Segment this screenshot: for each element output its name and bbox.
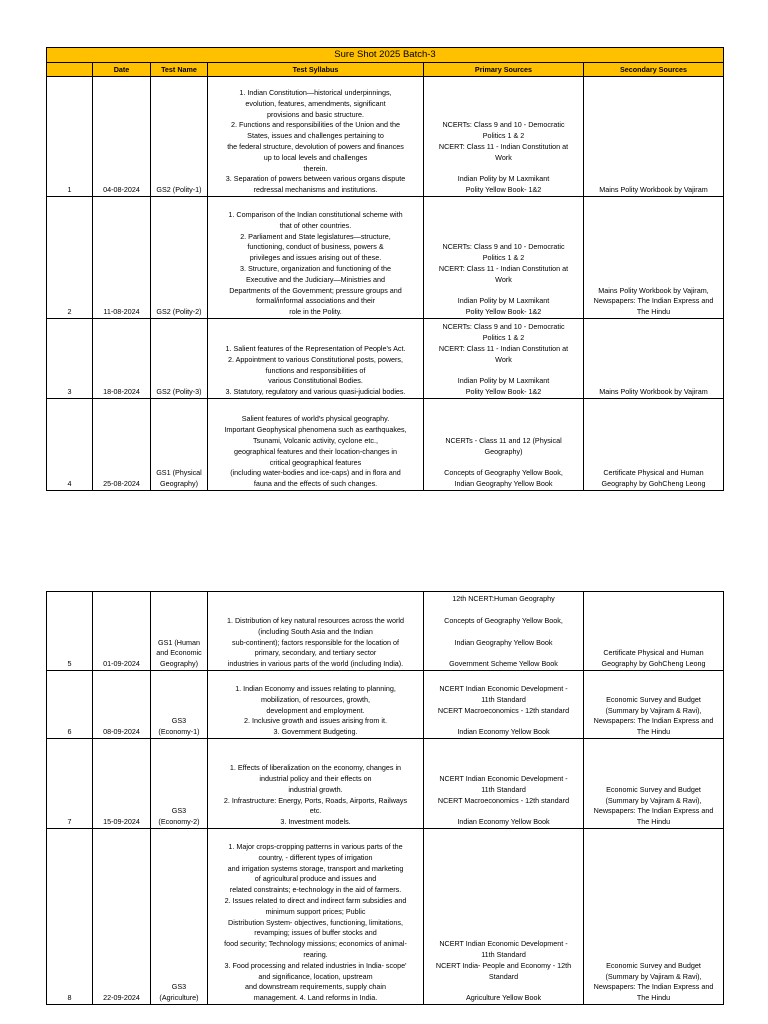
table-row <box>47 319 724 399</box>
test-date: 18-08-2024 <box>93 319 151 399</box>
test-syllabus: 1. Indian Constitution—historical underpinnings, evolution, features, amendments, significant provisions and basic structure. 2. Functions and responsibilities of the Union and the States, issues and challenges pertaining to the federal structure, devolution of powers and finances up to local levels and challenges therein. 3. Separation of powers between various organs dispute redressal mechanisms and institutions. <box>208 77 424 197</box>
test-name: GS1 (Human and Economic Geography) <box>151 592 208 671</box>
row-number: 8 <box>47 829 93 1005</box>
table-row <box>47 739 724 829</box>
header-date: Date <box>93 63 151 77</box>
test-name: GS3 (Economy-2) <box>151 739 208 829</box>
table-row <box>47 77 724 197</box>
header-num <box>47 63 93 77</box>
test-date: 11-08-2024 <box>93 197 151 319</box>
test-date: 25-08-2024 <box>93 399 151 491</box>
secondary-sources: Economic Survey and Budget (Summary by Vajiram & Ravi), Newspapers: The Indian Express and The Hindu <box>584 829 724 1005</box>
test-date: 01-09-2024 <box>93 592 151 671</box>
primary-sources: NCERTs: Class 9 and 10 - Democratic Politics 1 & 2 NCERT: Class 11 - Indian Constitution at Work Indian Polity by M Laxmikant Polity Yellow Book- 1&2 <box>424 77 584 197</box>
test-date: 22-09-2024 <box>93 829 151 1005</box>
test-syllabus: 1. Major crops-cropping patterns in various parts of the country, - different types of irrigation and irrigation systems storage, transport and marketing of agricultural produce and issues and related constraints; e-technology in the aid of farmers. 2. Issues related to direct and indirect farm subsidies and minimum support prices; Public Distribution System- objectives, functioning, limitations, revamping; issues of buffer stocks and food security; Technology missions; economics of animal- rearing. 3. Food processing and related industries in India- scope' and significance, location, upstream and downstream requirements, supply chain management. 4. Land reforms in India. <box>208 829 424 1005</box>
schedule-table-2 <box>46 591 724 1005</box>
schedule-table-1 <box>46 47 724 491</box>
primary-sources: NCERT Indian Economic Development - 11th Standard NCERT India- People and Economy - 12th Standard Agriculture Yellow Book <box>424 829 584 1005</box>
table-row <box>47 592 724 671</box>
primary-sources: NCERTs: Class 9 and 10 - Democratic Politics 1 & 2 NCERT: Class 11 - Indian Constitution at Work Indian Polity by M Laxmikant Polity Yellow Book- 1&2 <box>424 319 584 399</box>
test-name: GS1 (Physical Geography) <box>151 399 208 491</box>
table-row <box>47 197 724 319</box>
test-syllabus: Salient features of world's physical geography. Important Geophysical phenomena such as earthquakes, Tsunami, Volcanic activity, cyclone etc., geographical features and their location-changes in critical geographical features (including water-bodies and ice-caps) and in flora and fauna and the effects of such changes. <box>208 399 424 491</box>
secondary-sources: Mains Polity Workbook by Vajiram <box>584 319 724 399</box>
test-date: 15-09-2024 <box>93 739 151 829</box>
test-syllabus: 1. Indian Economy and issues relating to planning, mobilization, of resources, growth, development and employment. 2. Inclusive growth and issues arising from it. 3. Government Budgeting. <box>208 671 424 739</box>
primary-sources: NCERTs - Class 11 and 12 (Physical Geography) Concepts of Geography Yellow Book, Indian Geography Yellow Book <box>424 399 584 491</box>
table-row <box>47 399 724 491</box>
secondary-sources: Economic Survey and Budget (Summary by Vajiram & Ravi), Newspapers: The Indian Express and The Hindu <box>584 671 724 739</box>
secondary-sources: Certificate Physical and Human Geography by GohCheng Leong <box>584 399 724 491</box>
test-date: 04-08-2024 <box>93 77 151 197</box>
header-secondary-sources: Secondary Sources <box>584 63 724 77</box>
table-row <box>47 671 724 739</box>
secondary-sources: Economic Survey and Budget (Summary by Vajiram & Ravi), Newspapers: The Indian Express and The Hindu <box>584 739 724 829</box>
test-name: GS2 (Polity-3) <box>151 319 208 399</box>
row-number: 6 <box>47 671 93 739</box>
primary-sources: NCERT Indian Economic Development - 11th Standard NCERT Macroeconomics - 12th standard Indian Economy Yellow Book <box>424 739 584 829</box>
header-row <box>47 63 724 77</box>
row-number: 3 <box>47 319 93 399</box>
secondary-sources: Mains Polity Workbook by Vajiram <box>584 77 724 197</box>
table-row <box>47 829 724 1005</box>
test-syllabus: 1. Salient features of the Representation of People's Act. 2. Appointment to various Constitutional posts, powers, functions and responsibilities of various Constitutional Bodies. 3. Statutory, regulatory and various quasi-judicial bodies. <box>208 319 424 399</box>
test-name: GS3 (Economy-1) <box>151 671 208 739</box>
header-primary-sources: Primary Sources <box>424 63 584 77</box>
primary-sources: 12th NCERT:Human Geography Concepts of Geography Yellow Book, Indian Geography Yellow Book Government Scheme Yellow Book <box>424 592 584 671</box>
test-syllabus: 1. Comparison of the Indian constitutional scheme with that of other countries. 2. Parliament and State legislatures—structure, functioning, conduct of business, powers & privileges and issues arising out of these. 3. Structure, organization and functioning of the Executive and the Judiciary—Ministries and Departments of the Government; pressure groups and formal/informal associations and their role in the Polity. <box>208 197 424 319</box>
row-number: 4 <box>47 399 93 491</box>
test-name: GS2 (Polity-1) <box>151 77 208 197</box>
primary-sources: NCERTs: Class 9 and 10 - Democratic Politics 1 & 2 NCERT: Class 11 - Indian Constitution at Work Indian Polity by M Laxmikant Polity Yellow Book- 1&2 <box>424 197 584 319</box>
row-number: 2 <box>47 197 93 319</box>
secondary-sources: Certificate Physical and Human Geography by GohCheng Leong <box>584 592 724 671</box>
row-number: 5 <box>47 592 93 671</box>
test-syllabus: 1. Effects of liberalization on the economy, changes in industrial policy and their effects on industrial growth. 2. Infrastructure: Energy, Ports, Roads, Airports, Railways etc. 3. Investment models. <box>208 739 424 829</box>
header-test-syllabus: Test Syllabus <box>208 63 424 77</box>
row-number: 1 <box>47 77 93 197</box>
row-number: 7 <box>47 739 93 829</box>
primary-sources: NCERT Indian Economic Development - 11th Standard NCERT Macroeconomics - 12th standard Indian Economy Yellow Book <box>424 671 584 739</box>
test-syllabus: 1. Distribution of key natural resources across the world (including South Asia and the Indian sub-continent); factors responsible for the location of primary, secondary, and tertiary sector industries in various parts of the world (including India). <box>208 592 424 671</box>
secondary-sources: Mains Polity Workbook by Vajiram, Newspapers: The Indian Express and The Hindu <box>584 197 724 319</box>
test-date: 08-09-2024 <box>93 671 151 739</box>
test-name: GS3 (Agriculture) <box>151 829 208 1005</box>
header-test-name: Test Name <box>151 63 208 77</box>
test-name: GS2 (Polity-2) <box>151 197 208 319</box>
sheet-title: Sure Shot 2025 Batch-3 <box>47 48 724 63</box>
